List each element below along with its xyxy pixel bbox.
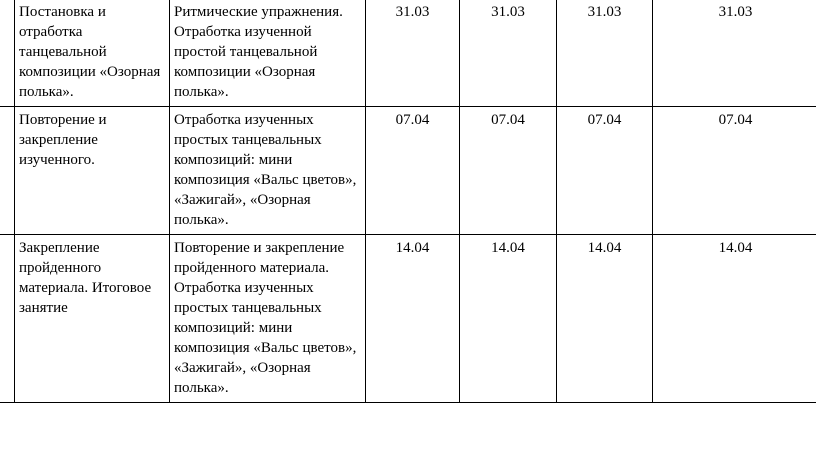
lesson-topic: Постановка и отработка танцевальной композиции «Озорная полька». [15,0,170,107]
lesson-content: Ритмические упражнения. Отработка изученной простой танцевальной композиции «Озорная полька». [170,0,366,107]
table-row [0,235,816,403]
lesson-date-2: 31.03 [460,0,557,107]
table-row [0,107,816,235]
lesson-date-2: 07.04 [460,107,557,235]
lesson-content: Отработка изученных простых танцевальных композиций: мини композиция «Вальс цветов», «Зажигай», «Озорная полька». [170,107,366,235]
lesson-number [0,0,15,107]
lesson-date-2: 14.04 [460,235,557,403]
lesson-date-3: 14.04 [557,235,653,403]
lesson-number [0,107,15,235]
lesson-date-1: 14.04 [366,235,460,403]
lesson-date-1: 31.03 [366,0,460,107]
lesson-date-1: 07.04 [366,107,460,235]
lesson-date-4: 14.04 [653,235,816,403]
lesson-topic: Повторение и закрепление изученного. [15,107,170,235]
lesson-topic: Закрепление пройденного материала. Итоговое занятие [15,235,170,403]
table-row [0,0,816,107]
lesson-date-4: 07.04 [653,107,816,235]
lesson-number [0,235,15,403]
lesson-content: Повторение и закрепление пройденного материала. Отработка изученных простых танцевальных композиций: мини композиция «Вальс цветов», «Зажигай», «Озорная полька». [170,235,366,403]
lesson-date-3: 31.03 [557,0,653,107]
lesson-date-4: 31.03 [653,0,816,107]
lesson-date-3: 07.04 [557,107,653,235]
